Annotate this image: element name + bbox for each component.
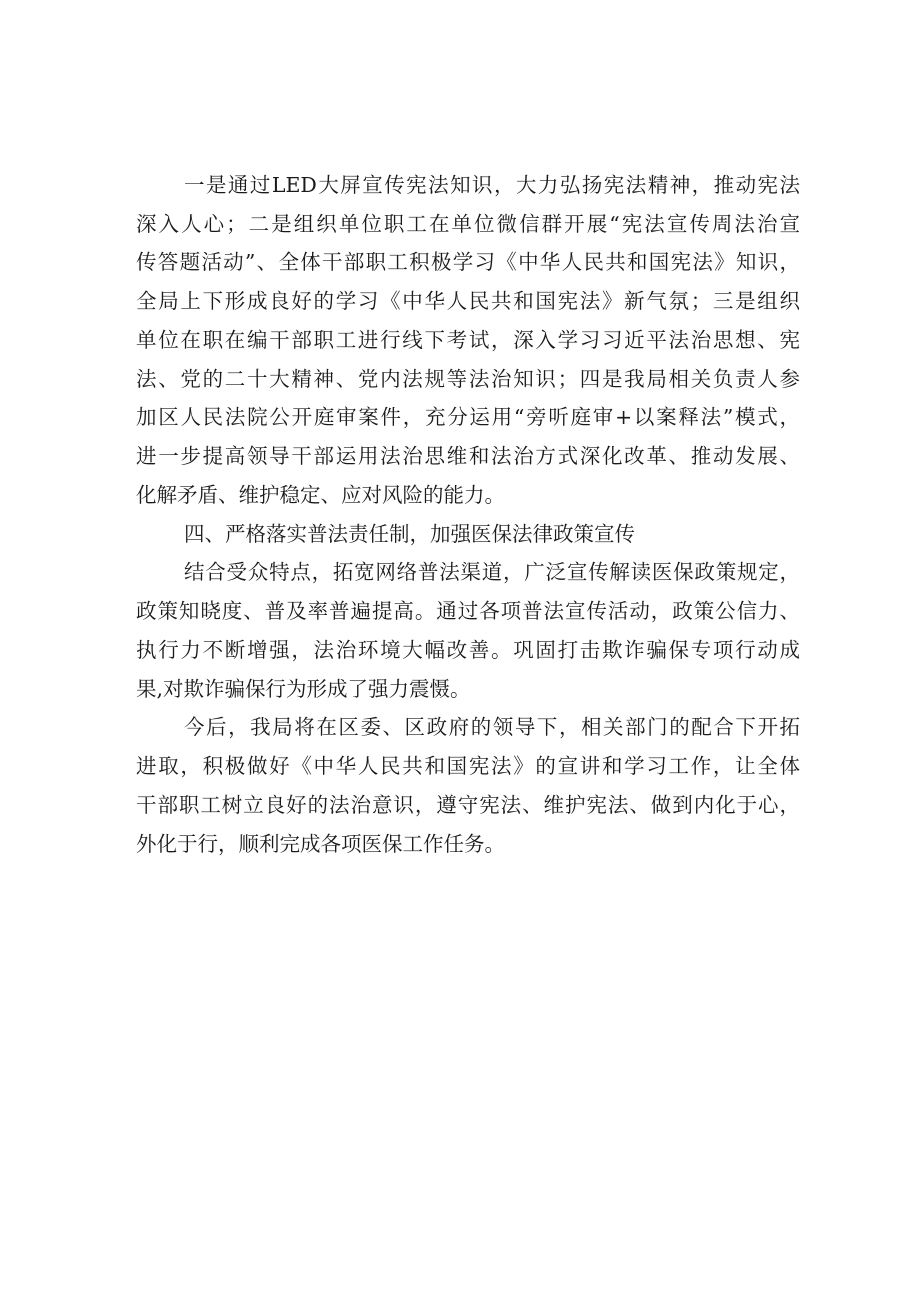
section-heading: 四、严格落实普法责任制，加强医保法律政策宣传 [184, 522, 635, 546]
paragraph-3-line-4: 外化于行，顺利完成各项医保工作任务。 [136, 832, 505, 856]
paragraph-2-line-2: 政策知晓度、普及率普遍提高。通过各项普法宣传活动，政策公信力、 [136, 599, 800, 623]
paragraph-1-line-6: 法、党的二十大精神、党内法规等法治知识；四是我局相关负责人参 [136, 367, 800, 391]
paragraph-2-line-3: 执行力不断增强，法治环境大幅改善。巩固打击欺诈骗保专项行动成 [136, 638, 800, 662]
paragraph-1-line-7: 加区人民法院公开庭审案件，充分运用“旁听庭审+以案释法”模式， [136, 405, 800, 429]
paragraph-1-line-8: 进一步提高领导干部运用法治思维和法治方式深化改革、推动发展、 [136, 444, 800, 468]
paragraph-2-line-4: 果,对欺诈骗保行为形成了强力震慑。 [136, 677, 471, 701]
paragraph-1-line-1: 一是通过LED大屏宣传宪法知识，大力弘扬宪法精神，推动宪法 [184, 173, 800, 197]
paragraph-1-line-2: 深入人心；二是组织单位职工在单位微信群开展“宪法宣传周法治宣 [136, 212, 800, 236]
paragraph-2-line-1: 结合受众特点，拓宽网络普法渠道，广泛宣传解读医保政策规定， [184, 560, 800, 584]
paragraph-1-line-9: 化解矛盾、维护稳定、应对风险的能力。 [136, 483, 505, 507]
paragraph-1-line-4: 全局上下形成良好的学习《中华人民共和国宪法》新气氛；三是组织 [136, 289, 800, 313]
paragraph-3-line-1: 今后，我局将在区委、区政府的领导下，相关部门的配合下开拓 [184, 715, 800, 739]
paragraph-1-line-3: 传答题活动”、全体干部职工积极学习《中华人民共和国宪法》知识， [136, 250, 800, 274]
paragraph-3-line-2: 进取，积极做好《中华人民共和国宪法》的宣讲和学习工作，让全体 [136, 754, 800, 778]
paragraph-3-line-3: 干部职工树立良好的法治意识，遵守宪法、维护宪法、做到内化于心， [136, 793, 800, 817]
paragraph-1-line-5: 单位在职在编干部职工进行线下考试，深入学习习近平法治思想、宪 [136, 328, 800, 352]
